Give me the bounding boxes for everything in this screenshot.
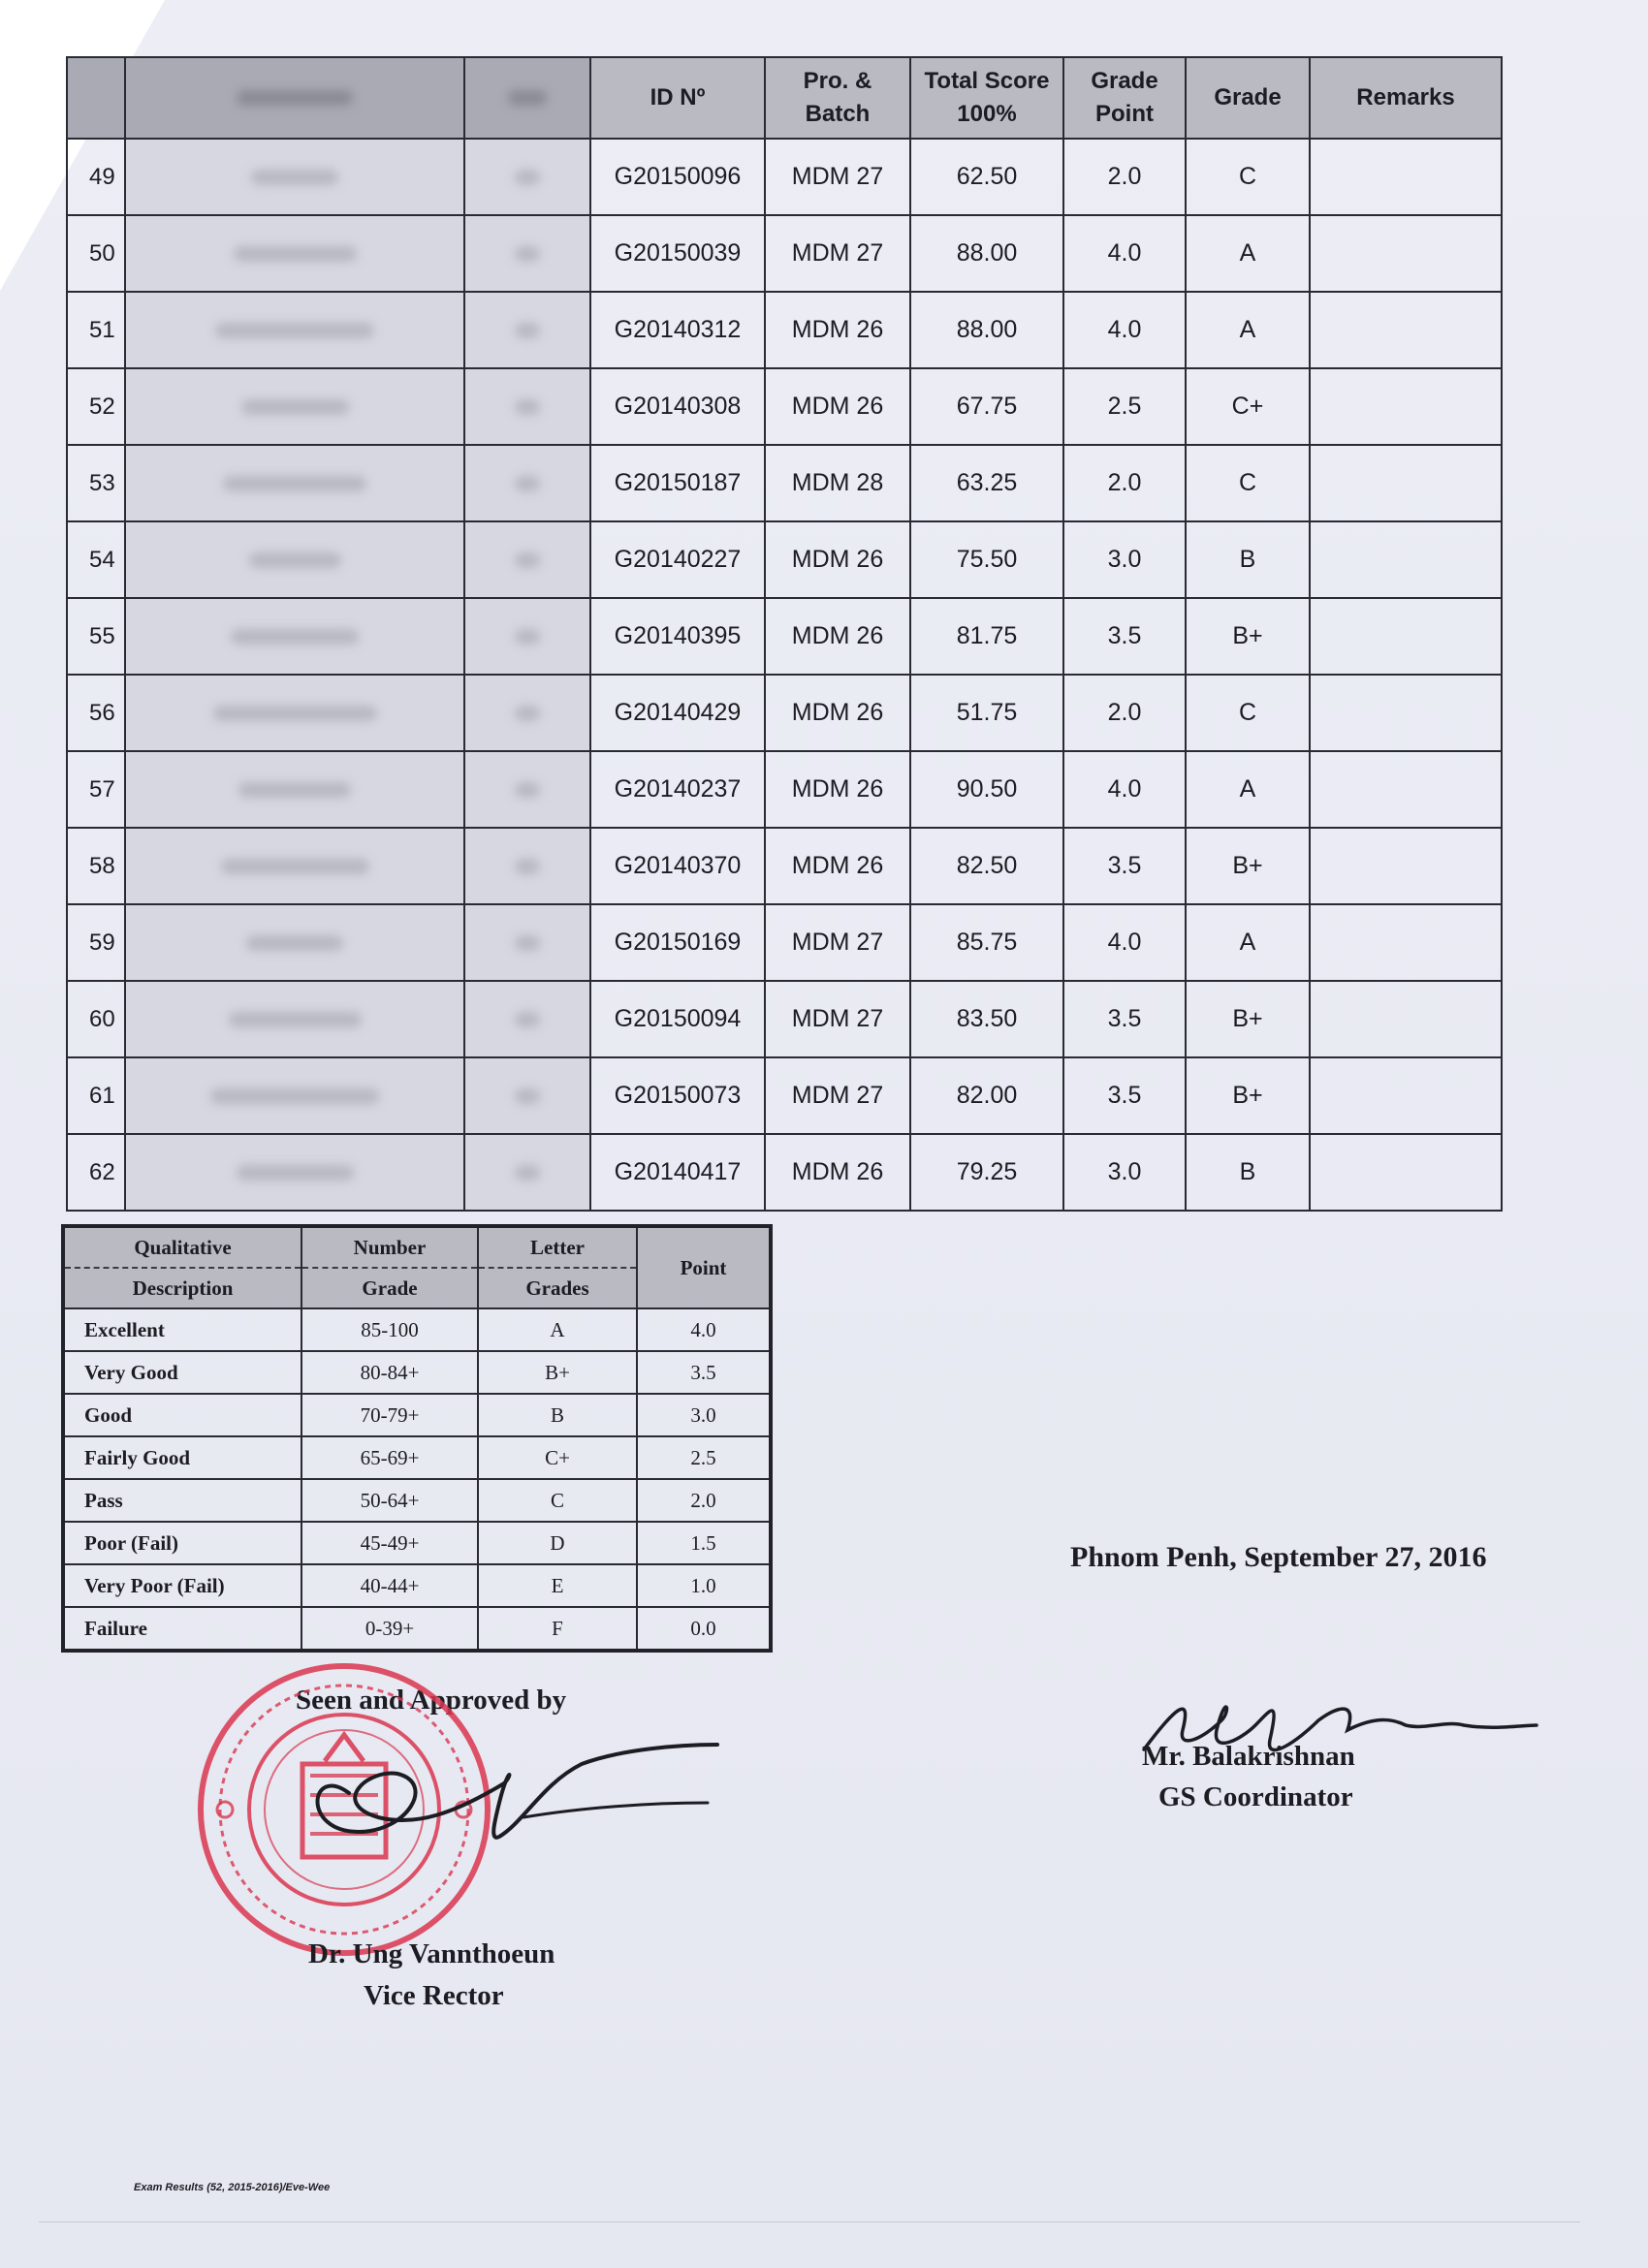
row-sex-blurred xyxy=(464,445,590,521)
row-grade: B xyxy=(1186,1134,1310,1211)
blurred-text xyxy=(246,935,343,951)
row-sex-blurred xyxy=(464,828,590,904)
row-sex-blurred xyxy=(464,904,590,981)
legend-point: 3.5 xyxy=(637,1351,771,1394)
page-bottom-rule xyxy=(39,2221,1580,2222)
row-remarks xyxy=(1310,292,1502,368)
row-total-score: 82.00 xyxy=(910,1057,1063,1134)
row-name-blurred xyxy=(125,368,464,445)
row-program-batch: MDM 27 xyxy=(765,904,910,981)
row-remarks xyxy=(1310,904,1502,981)
blurred-text xyxy=(251,170,338,185)
legend-row xyxy=(63,1479,771,1522)
results-row xyxy=(67,675,1502,751)
legend-number-grade: 65-69+ xyxy=(301,1436,478,1479)
legend-description: Failure xyxy=(63,1607,301,1651)
legend-point: 2.5 xyxy=(637,1436,771,1479)
row-remarks xyxy=(1310,1134,1502,1211)
legend-header-qual-top: Qualitative xyxy=(63,1226,301,1268)
legend-point: 2.0 xyxy=(637,1479,771,1522)
row-student-id: G20140429 xyxy=(590,675,765,751)
row-remarks xyxy=(1310,521,1502,598)
row-program-batch: MDM 26 xyxy=(765,598,910,675)
results-row xyxy=(67,139,1502,215)
legend-letter-grade: C+ xyxy=(478,1436,637,1479)
results-row xyxy=(67,904,1502,981)
row-grade-point: 3.0 xyxy=(1063,521,1186,598)
legend-letter-grade: B+ xyxy=(478,1351,637,1394)
row-number: 58 xyxy=(67,828,125,904)
row-grade-point: 4.0 xyxy=(1063,292,1186,368)
legend-body xyxy=(63,1308,771,1651)
row-grade: C xyxy=(1186,139,1310,215)
legend-header-letter-top: Letter xyxy=(478,1226,637,1268)
row-total-score: 75.50 xyxy=(910,521,1063,598)
blurred-text xyxy=(515,859,540,874)
row-student-id: G20150096 xyxy=(590,139,765,215)
row-sex-blurred xyxy=(464,1134,590,1211)
header-program: Pro. & Batch xyxy=(765,57,910,139)
results-table xyxy=(66,56,1503,1212)
row-name-blurred xyxy=(125,521,464,598)
row-total-score: 62.50 xyxy=(910,139,1063,215)
row-number: 52 xyxy=(67,368,125,445)
row-grade: B+ xyxy=(1186,598,1310,675)
row-grade-point: 2.0 xyxy=(1063,139,1186,215)
row-program-batch: MDM 26 xyxy=(765,751,910,828)
row-remarks xyxy=(1310,828,1502,904)
results-row xyxy=(67,368,1502,445)
legend-row xyxy=(63,1308,771,1351)
row-name-blurred xyxy=(125,1134,464,1211)
legend-row xyxy=(63,1351,771,1394)
vice-rector-title: Vice Rector xyxy=(364,1980,504,2011)
header-sex xyxy=(464,57,590,139)
row-student-id: G20150187 xyxy=(590,445,765,521)
blurred-text xyxy=(515,629,540,645)
row-grade-point: 3.5 xyxy=(1063,981,1186,1057)
header-grade: Grade xyxy=(1186,57,1310,139)
header-total-line2: 100% xyxy=(957,101,1017,127)
row-remarks xyxy=(1310,675,1502,751)
row-grade-point: 3.0 xyxy=(1063,1134,1186,1211)
blurred-text xyxy=(237,1165,354,1181)
row-number: 55 xyxy=(67,598,125,675)
legend-letter-grade: E xyxy=(478,1564,637,1607)
row-grade: A xyxy=(1186,215,1310,292)
row-grade-point: 2.0 xyxy=(1063,445,1186,521)
blurred-text xyxy=(515,170,540,185)
row-program-batch: MDM 27 xyxy=(765,139,910,215)
row-student-id: G20140312 xyxy=(590,292,765,368)
row-student-id: G20150094 xyxy=(590,981,765,1057)
coordinator-name: Mr. Balakrishnan xyxy=(1142,1741,1355,1772)
row-program-batch: MDM 27 xyxy=(765,215,910,292)
header-gp-line1: Grade xyxy=(1091,68,1158,94)
header-id: ID Nº xyxy=(590,57,765,139)
grading-legend-table xyxy=(61,1224,773,1653)
results-row xyxy=(67,215,1502,292)
row-student-id: G20140417 xyxy=(590,1134,765,1211)
row-remarks xyxy=(1310,215,1502,292)
results-header-row xyxy=(67,57,1502,139)
header-gp-line2: Point xyxy=(1095,101,1154,127)
blurred-text xyxy=(515,706,540,721)
row-grade: A xyxy=(1186,292,1310,368)
legend-header-letter-bottom: Grades xyxy=(478,1268,637,1308)
blurred-text xyxy=(515,399,540,415)
row-student-id: G20140308 xyxy=(590,368,765,445)
header-remarks: Remarks xyxy=(1310,57,1502,139)
blurred-text xyxy=(515,782,540,798)
row-student-id: G20140237 xyxy=(590,751,765,828)
legend-number-grade: 0-39+ xyxy=(301,1607,478,1651)
row-name-blurred xyxy=(125,751,464,828)
legend-number-grade: 40-44+ xyxy=(301,1564,478,1607)
legend-letter-grade: C xyxy=(478,1479,637,1522)
row-total-score: 63.25 xyxy=(910,445,1063,521)
row-program-batch: MDM 28 xyxy=(765,445,910,521)
row-student-id: G20140227 xyxy=(590,521,765,598)
legend-header-point: Point xyxy=(637,1226,771,1308)
row-grade: C xyxy=(1186,445,1310,521)
row-sex-blurred xyxy=(464,139,590,215)
row-student-id: G20150073 xyxy=(590,1057,765,1134)
legend-row xyxy=(63,1522,771,1564)
row-number: 61 xyxy=(67,1057,125,1134)
legend-row xyxy=(63,1394,771,1436)
row-remarks xyxy=(1310,598,1502,675)
header-total-line1: Total Score xyxy=(924,68,1050,94)
row-grade: B xyxy=(1186,521,1310,598)
row-total-score: 83.50 xyxy=(910,981,1063,1057)
legend-number-grade: 80-84+ xyxy=(301,1351,478,1394)
legend-row xyxy=(63,1607,771,1651)
legend-letter-grade: F xyxy=(478,1607,637,1651)
row-remarks xyxy=(1310,139,1502,215)
row-grade: A xyxy=(1186,751,1310,828)
results-row xyxy=(67,1134,1502,1211)
place-date: Phnom Penh, September 27, 2016 xyxy=(1070,1541,1487,1573)
row-number: 50 xyxy=(67,215,125,292)
results-row xyxy=(67,1057,1502,1134)
row-name-blurred xyxy=(125,139,464,215)
blurred-text xyxy=(515,476,540,491)
row-sex-blurred xyxy=(464,675,590,751)
row-program-batch: MDM 27 xyxy=(765,981,910,1057)
header-name xyxy=(125,57,464,139)
legend-point: 3.0 xyxy=(637,1394,771,1436)
row-number: 59 xyxy=(67,904,125,981)
row-grade-point: 2.0 xyxy=(1063,675,1186,751)
row-remarks xyxy=(1310,751,1502,828)
footer-note: Exam Results (52, 2015-2016)/Eve-Wee xyxy=(134,2182,331,2193)
blurred-text xyxy=(213,706,377,721)
header-no xyxy=(67,57,125,139)
row-remarks xyxy=(1310,981,1502,1057)
row-grade: C+ xyxy=(1186,368,1310,445)
row-grade-point: 4.0 xyxy=(1063,215,1186,292)
row-name-blurred xyxy=(125,598,464,675)
row-sex-blurred xyxy=(464,368,590,445)
row-program-batch: MDM 26 xyxy=(765,368,910,445)
row-grade-point: 3.5 xyxy=(1063,1057,1186,1134)
blurred-text xyxy=(223,476,366,491)
row-student-id: G20140370 xyxy=(590,828,765,904)
row-number: 53 xyxy=(67,445,125,521)
legend-letter-grade: B xyxy=(478,1394,637,1436)
row-grade: B+ xyxy=(1186,828,1310,904)
legend-point: 1.0 xyxy=(637,1564,771,1607)
row-name-blurred xyxy=(125,292,464,368)
row-sex-blurred xyxy=(464,521,590,598)
row-sex-blurred xyxy=(464,1057,590,1134)
legend-description: Excellent xyxy=(63,1308,301,1351)
legend-point: 1.5 xyxy=(637,1522,771,1564)
blurred-text xyxy=(515,246,540,262)
row-total-score: 82.50 xyxy=(910,828,1063,904)
row-grade-point: 4.0 xyxy=(1063,904,1186,981)
legend-description: Very Poor (Fail) xyxy=(63,1564,301,1607)
legend-number-grade: 45-49+ xyxy=(301,1522,478,1564)
row-sex-blurred xyxy=(464,215,590,292)
row-program-batch: MDM 26 xyxy=(765,292,910,368)
blurred-text xyxy=(515,1088,540,1104)
results-row xyxy=(67,521,1502,598)
row-total-score: 90.50 xyxy=(910,751,1063,828)
blurred-name-header xyxy=(237,90,353,106)
legend-header-qual-bottom: Description xyxy=(63,1268,301,1308)
row-total-score: 88.00 xyxy=(910,215,1063,292)
row-sex-blurred xyxy=(464,751,590,828)
row-remarks xyxy=(1310,1057,1502,1134)
row-program-batch: MDM 27 xyxy=(765,1057,910,1134)
row-name-blurred xyxy=(125,215,464,292)
legend-letter-grade: A xyxy=(478,1308,637,1351)
row-remarks xyxy=(1310,368,1502,445)
row-grade-point: 3.5 xyxy=(1063,828,1186,904)
blurred-text xyxy=(234,246,357,262)
results-row xyxy=(67,828,1502,904)
legend-number-grade: 85-100 xyxy=(301,1308,478,1351)
row-grade-point: 3.5 xyxy=(1063,598,1186,675)
legend-row xyxy=(63,1436,771,1479)
legend-description: Very Good xyxy=(63,1351,301,1394)
blurred-text xyxy=(515,1012,540,1027)
legend-point: 0.0 xyxy=(637,1607,771,1651)
results-row xyxy=(67,292,1502,368)
row-number: 54 xyxy=(67,521,125,598)
row-number: 56 xyxy=(67,675,125,751)
legend-description: Pass xyxy=(63,1479,301,1522)
legend-point: 4.0 xyxy=(637,1308,771,1351)
row-name-blurred xyxy=(125,828,464,904)
row-sex-blurred xyxy=(464,292,590,368)
row-number: 57 xyxy=(67,751,125,828)
blurred-text xyxy=(241,399,349,415)
blurred-text xyxy=(210,1088,379,1104)
row-program-batch: MDM 26 xyxy=(765,828,910,904)
row-total-score: 88.00 xyxy=(910,292,1063,368)
header-total-score xyxy=(910,57,1063,139)
row-sex-blurred xyxy=(464,981,590,1057)
vice-rector-signature-icon xyxy=(291,1725,727,1861)
row-sex-blurred xyxy=(464,598,590,675)
legend-description: Good xyxy=(63,1394,301,1436)
results-row xyxy=(67,751,1502,828)
row-total-score: 85.75 xyxy=(910,904,1063,981)
row-remarks xyxy=(1310,445,1502,521)
row-name-blurred xyxy=(125,675,464,751)
row-number: 60 xyxy=(67,981,125,1057)
blurred-text xyxy=(215,323,374,338)
legend-row xyxy=(63,1564,771,1607)
legend-number-grade: 50-64+ xyxy=(301,1479,478,1522)
row-student-id: G20140395 xyxy=(590,598,765,675)
results-row xyxy=(67,981,1502,1057)
vice-rector-name: Dr. Ung Vannthoeun xyxy=(308,1938,555,1969)
blurred-text xyxy=(231,629,359,645)
results-body xyxy=(67,139,1502,1211)
row-program-batch: MDM 26 xyxy=(765,521,910,598)
results-row xyxy=(67,598,1502,675)
blurred-text xyxy=(221,859,369,874)
row-number: 49 xyxy=(67,139,125,215)
row-total-score: 81.75 xyxy=(910,598,1063,675)
row-student-id: G20150169 xyxy=(590,904,765,981)
row-student-id: G20150039 xyxy=(590,215,765,292)
row-grade: B+ xyxy=(1186,981,1310,1057)
blurred-text xyxy=(515,323,540,338)
blurred-text xyxy=(515,1165,540,1181)
row-total-score: 51.75 xyxy=(910,675,1063,751)
blurred-text xyxy=(249,552,341,568)
legend-header-num-bottom: Grade xyxy=(301,1268,478,1308)
row-grade-point: 2.5 xyxy=(1063,368,1186,445)
coordinator-title: GS Coordinator xyxy=(1158,1781,1353,1812)
row-name-blurred xyxy=(125,1057,464,1134)
row-name-blurred xyxy=(125,981,464,1057)
row-total-score: 67.75 xyxy=(910,368,1063,445)
header-grade-point xyxy=(1063,57,1186,139)
approval-heading: Seen and Approved by xyxy=(296,1685,567,1716)
row-total-score: 79.25 xyxy=(910,1134,1063,1211)
row-program-batch: MDM 26 xyxy=(765,1134,910,1211)
legend-letter-grade: D xyxy=(478,1522,637,1564)
row-number: 62 xyxy=(67,1134,125,1211)
blurred-text xyxy=(515,935,540,951)
legend-description: Fairly Good xyxy=(63,1436,301,1479)
row-program-batch: MDM 26 xyxy=(765,675,910,751)
row-grade: B+ xyxy=(1186,1057,1310,1134)
blurred-sex-header xyxy=(508,90,547,106)
legend-number-grade: 70-79+ xyxy=(301,1394,478,1436)
blurred-text xyxy=(229,1012,362,1027)
row-number: 51 xyxy=(67,292,125,368)
legend-header-row-top xyxy=(63,1226,771,1268)
legend-description: Poor (Fail) xyxy=(63,1522,301,1564)
row-grade: C xyxy=(1186,675,1310,751)
row-name-blurred xyxy=(125,904,464,981)
row-name-blurred xyxy=(125,445,464,521)
results-row xyxy=(67,445,1502,521)
row-grade-point: 4.0 xyxy=(1063,751,1186,828)
blurred-text xyxy=(515,552,540,568)
row-grade: A xyxy=(1186,904,1310,981)
legend-header-num-top: Number xyxy=(301,1226,478,1268)
blurred-text xyxy=(238,782,351,798)
